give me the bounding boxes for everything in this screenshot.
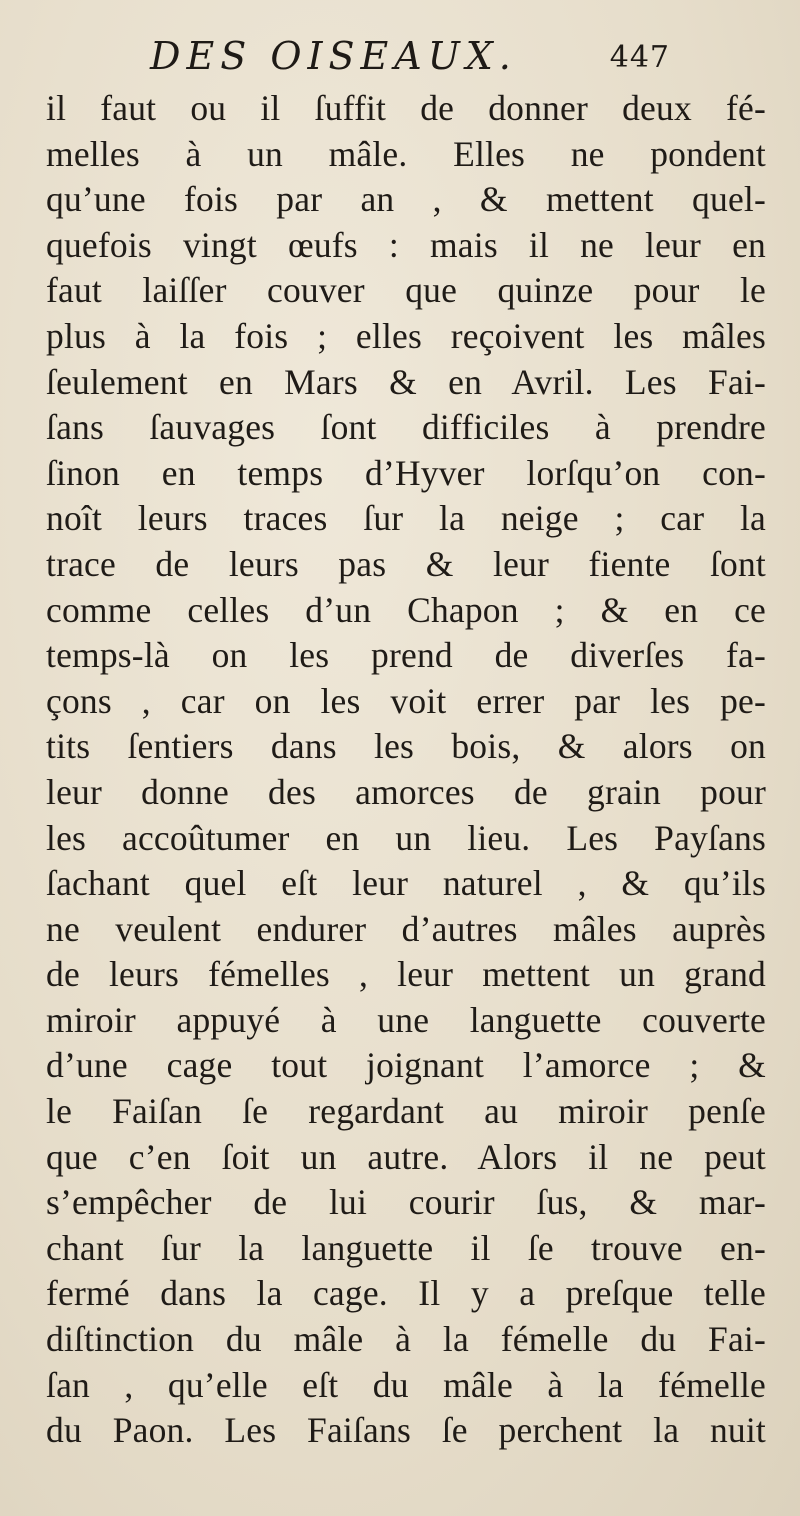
text-line: d’une cage tout joignant l’amorce ; & — [46, 1045, 766, 1086]
text-line: du Paon. Les Faiſans ſe perchent la nuit — [46, 1410, 766, 1451]
text-line: ſachant quel eſt leur naturel , & qu’ils — [46, 863, 766, 904]
text-line: ſan , qu’elle eſt du mâle à la fémelle — [46, 1364, 766, 1405]
text-line: çons , car on les voit errer par les pe- — [46, 680, 766, 721]
text-line: temps-là on les prend de diverſes fa- — [46, 635, 766, 676]
text-line: s’empêcher de lui courir ſus, & mar- — [46, 1182, 766, 1223]
text-line: qu’une fois par an , & mettent quel- — [46, 179, 766, 220]
text-line: melles à un mâle. Elles ne pondent — [46, 133, 766, 174]
text-line: plus à la fois ; elles reçoivent les mâles — [46, 315, 766, 356]
text-line: il faut ou il ſuffit de donner deux fé- — [46, 88, 766, 128]
text-line: ne veulent endurer d’autres mâles auprès — [46, 908, 766, 949]
text-line: chant ſur la languette il ſe trouve en- — [46, 1227, 766, 1268]
text-line: le Faiſan ſe regardant au miroir penſe — [46, 1091, 766, 1132]
running-head-title: DES OISEAUX. — [150, 34, 517, 78]
text-line: ſinon en temps d’Hyver lorſqu’on con- — [46, 452, 766, 493]
text-line: diſtinction du mâle à la fémelle du Fai- — [46, 1319, 766, 1360]
text-line: quefois vingt œufs : mais il ne leur en — [46, 224, 766, 265]
text-line: ſeulement en Mars & en Avril. Les Fai- — [46, 361, 766, 402]
text-line: comme celles d’un Chapon ; & en ce — [46, 589, 766, 630]
running-head — [150, 34, 670, 90]
text-line: que c’en ſoit un autre. Alors il ne peut — [46, 1136, 766, 1177]
text-line: trace de leurs pas & leur fiente ſont — [46, 543, 766, 584]
text-line: faut laiſſer couver que quinze pour le — [46, 270, 766, 311]
text-line: ſans ſauvages ſont difficiles à prendre — [46, 407, 766, 448]
text-line: les accoûtumer en un lieu. Les Payſans — [46, 817, 766, 858]
text-line: fermé dans la cage. Il y a preſque telle — [46, 1273, 766, 1314]
page-number: 447 — [609, 40, 670, 75]
text-line: leur donne des amorces de grain pour — [46, 771, 766, 812]
text-line: noît leurs traces ſur la neige ; car la — [46, 498, 766, 539]
body-text — [46, 86, 766, 1454]
text-line: miroir appuyé à une languette couverte — [46, 999, 766, 1040]
text-line: tits ſentiers dans les bois, & alors on — [46, 726, 766, 767]
text-line: de leurs fémelles , leur mettent un grand — [46, 954, 766, 995]
